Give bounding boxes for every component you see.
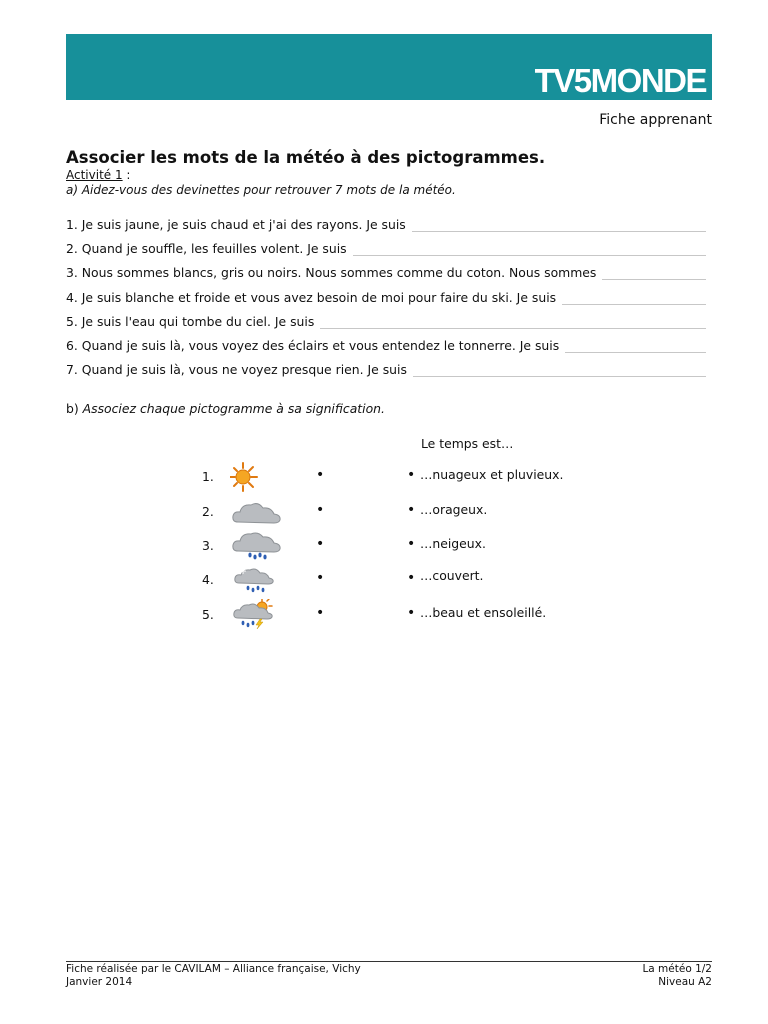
- brand-logo: TV5MONDE: [534, 62, 706, 99]
- matching-row: [0, 599, 768, 629]
- question-row: [66, 262, 706, 280]
- question-text: 5. Je suis l'eau qui tombe du ciel. Je suis: [66, 314, 315, 329]
- matching-heading: Le temps est…: [421, 436, 514, 451]
- answer-option: …beau et ensoleillé.: [420, 605, 547, 620]
- match-bullet-right[interactable]: •: [407, 536, 416, 552]
- part-b-label: b): [66, 401, 79, 416]
- footer-credit: Fiche réalisée par le CAVILAM – Alliance française, Vichy: [66, 963, 361, 975]
- question-row: [66, 287, 706, 305]
- item-number: 3.: [202, 538, 214, 553]
- answer-line[interactable]: [413, 364, 706, 377]
- match-bullet-right[interactable]: •: [407, 502, 416, 518]
- activity-suffix: :: [122, 168, 131, 182]
- match-bullet-right[interactable]: •: [407, 467, 416, 483]
- answer-line[interactable]: [602, 267, 706, 280]
- page-title: Associer les mots de la météo à des pictogrammes.: [66, 148, 546, 167]
- item-number: 5.: [202, 607, 214, 622]
- footer-divider: [66, 961, 712, 962]
- question-text: 2. Quand je souffle, les feuilles volent. Je suis: [66, 241, 347, 256]
- item-number: 4.: [202, 572, 214, 587]
- answer-option: …couvert.: [420, 568, 484, 583]
- sun-icon: [230, 462, 282, 492]
- rain-cloud-icon: [230, 531, 282, 561]
- answer-option: …orageux.: [420, 502, 488, 517]
- matching-row: [0, 497, 768, 527]
- matching-row: [0, 565, 768, 595]
- answer-line[interactable]: [565, 340, 706, 353]
- match-bullet-left[interactable]: •: [316, 467, 325, 483]
- answer-line[interactable]: [412, 219, 706, 232]
- answer-option: …neigeux.: [420, 536, 486, 551]
- match-bullet-right[interactable]: •: [407, 605, 416, 621]
- answer-option: …nuageux et pluvieux.: [420, 467, 564, 482]
- answer-line[interactable]: [562, 292, 706, 305]
- matching-row: [0, 462, 768, 492]
- match-bullet-right[interactable]: •: [407, 570, 416, 586]
- footer-date: Janvier 2014: [66, 976, 133, 988]
- question-row: [66, 359, 706, 377]
- question-row: [66, 311, 706, 329]
- question-text: 6. Quand je suis là, vous voyez des éclairs et vous entendez le tonnerre. Je suis: [66, 338, 560, 353]
- instruction-b: [66, 401, 385, 416]
- question-text: 3. Nous sommes blancs, gris ou noirs. Nous sommes comme du coton. Nous sommes: [66, 265, 597, 280]
- match-bullet-left[interactable]: •: [316, 502, 325, 518]
- match-bullet-left[interactable]: •: [316, 536, 325, 552]
- activity-label: Activité 1: [66, 168, 123, 182]
- matching-row: [0, 531, 768, 561]
- instruction-a: a) Aidez-vous des devinettes pour retrouver 7 mots de la météo.: [66, 183, 456, 197]
- thunderstorm-sun-icon: [230, 599, 282, 629]
- snow-cloud-icon: [230, 565, 282, 595]
- cloud-icon: [230, 497, 282, 527]
- fiche-label: Fiche apprenant: [599, 112, 712, 128]
- question-text: 4. Je suis blanche et froide et vous avez besoin de moi pour faire du ski. Je suis: [66, 290, 557, 305]
- match-bullet-left[interactable]: •: [316, 605, 325, 621]
- answer-line[interactable]: [320, 316, 706, 329]
- question-row: [66, 238, 706, 256]
- activity-heading: [66, 168, 130, 182]
- item-number: 1.: [202, 469, 214, 484]
- question-text: 7. Quand je suis là, vous ne voyez presque rien. Je suis: [66, 362, 407, 377]
- footer-page: La météo 1/2: [642, 963, 712, 975]
- question-text: 1. Je suis jaune, je suis chaud et j'ai des rayons. Je suis: [66, 217, 406, 232]
- item-number: 2.: [202, 504, 214, 519]
- answer-line[interactable]: [353, 243, 706, 256]
- footer-level: Niveau A2: [658, 976, 712, 988]
- question-row: [66, 335, 706, 353]
- part-b-instruction: Associez chaque pictogramme à sa signification.: [82, 401, 385, 416]
- match-bullet-left[interactable]: •: [316, 570, 325, 586]
- question-row: [66, 214, 706, 232]
- header-banner: [66, 34, 712, 100]
